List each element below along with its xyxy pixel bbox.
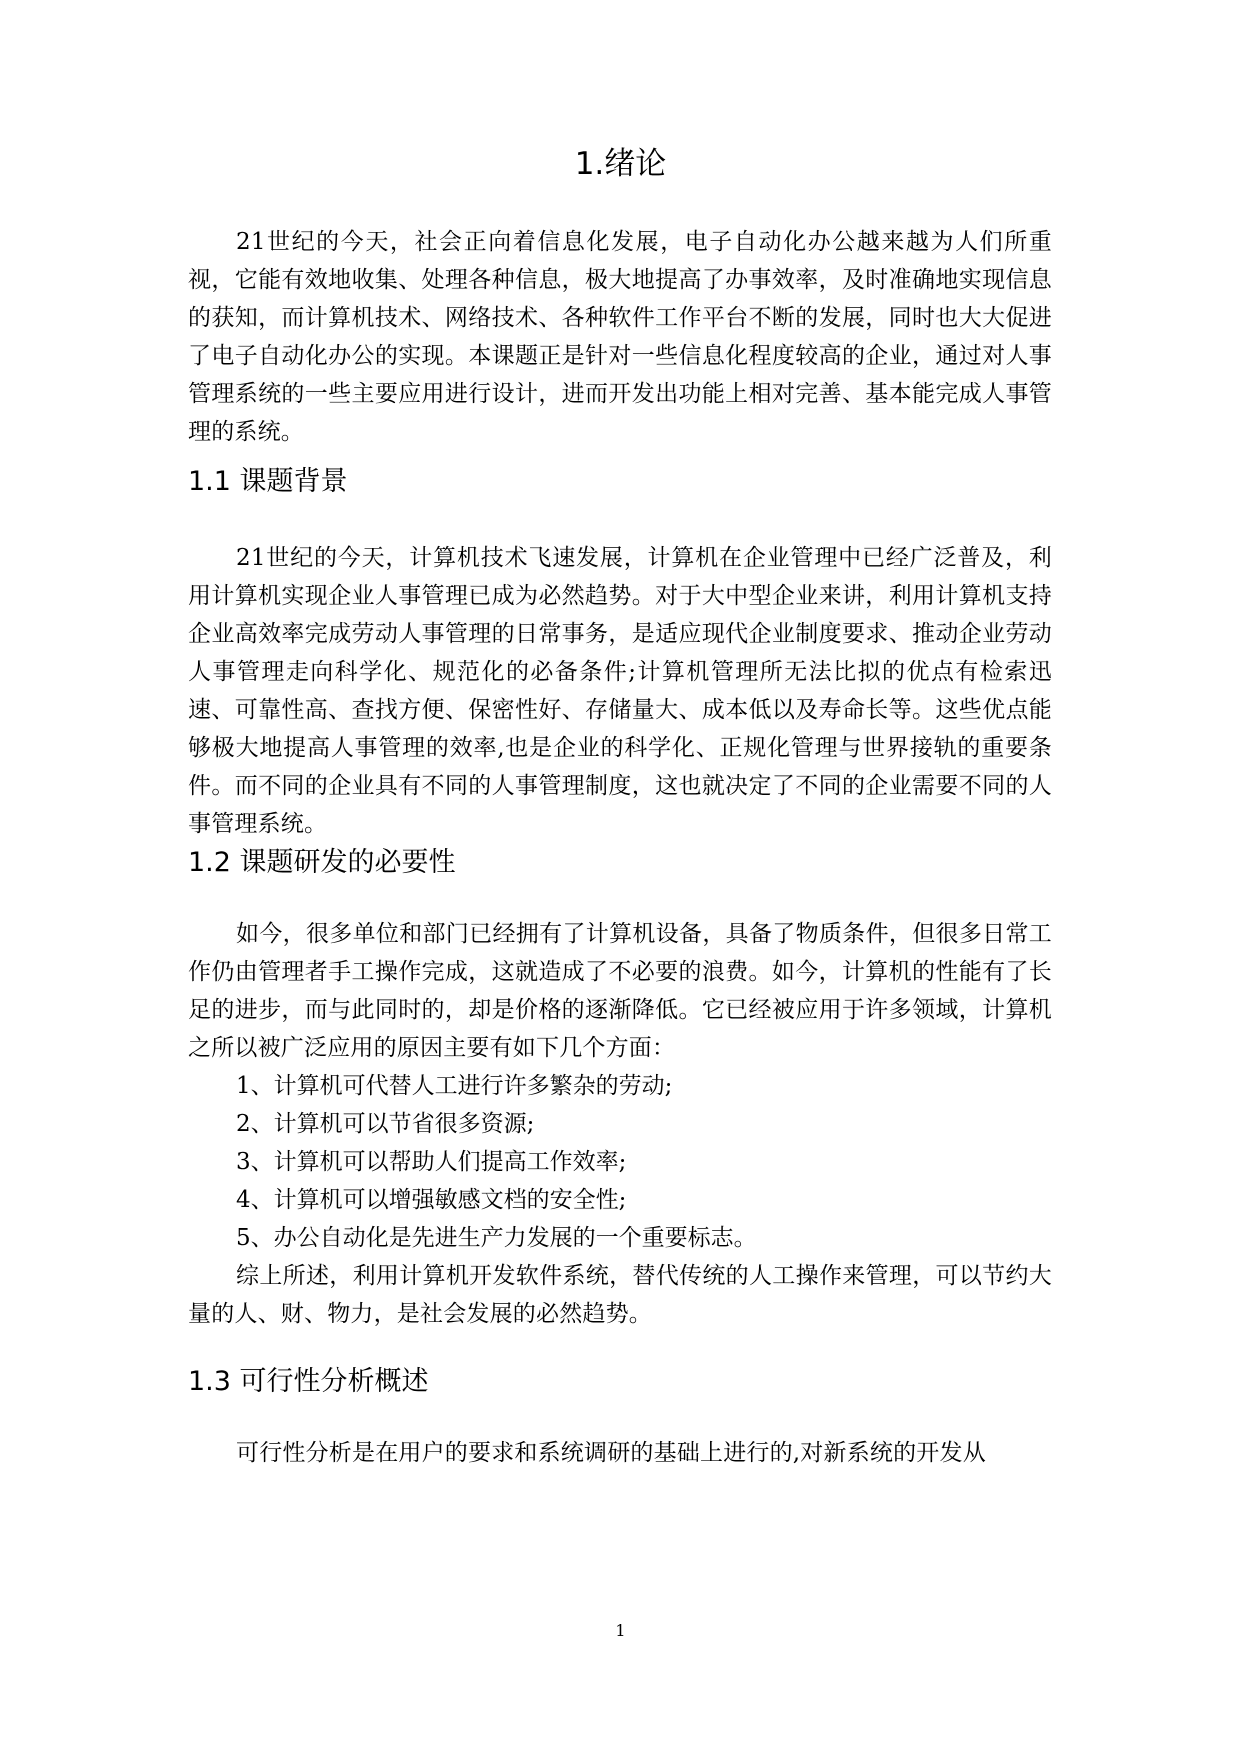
- list-item: 1、计算机可代替人工进行许多繁杂的劳动;: [236, 1073, 673, 1099]
- list-item: 5、办公自动化是先进生产力发展的一个重要标志。: [236, 1225, 757, 1251]
- section-heading-1-2: 1.2 课题研发的必要性: [188, 847, 456, 878]
- section-1-1-paragraph: 21世纪的今天，计算机技术飞速发展，计算机在企业管理中已经广泛普及，利用计算机实现企业人事管理已成为必然趋势。对于大中型企业来讲，利用计算机支持企业高效率完成劳动人事管理的日常事务，是适应现代企业制度要求、推动企业劳动人事管理走向科学化、规范化的必备条件;计算机管理所无法比拟的优点有检索迅速、可靠性高、查找方便、保密性好、存储量大、成本低以及寿命长等。这些优点能够极大地提高人事管理的效率,也是企业的科学化、正规化管理与世界接轨的重要条件。而不同的企业具有不同的人事管理制度，这也就决定了不同的企业需要不同的人事管理系统。: [188, 545, 1052, 837]
- list-item: 4、计算机可以增强敏感文档的安全性;: [236, 1187, 627, 1213]
- section-1-2-conclusion: 综上所述，利用计算机开发软件系统，替代传统的人工操作来管理，可以节约大量的人、财、物力，是社会发展的必然趋势。: [188, 1263, 1052, 1327]
- section-1-2-paragraph: 如今，很多单位和部门已经拥有了计算机设备，具备了物质条件，但很多日常工作仍由管理者手工操作完成，这就造成了不必要的浪费。如今，计算机的性能有了长足的进步，而与此同时的，却是价格的逐渐降低。它已经被应用于许多领域，计算机之所以被广泛应用的原因主要有如下几个方面：: [188, 921, 1052, 1061]
- intro-paragraph: 21世纪的今天，社会正向着信息化发展，电子自动化办公越来越为人们所重视，它能有效地收集、处理各种信息，极大地提高了办事效率，及时准确地实现信息的获知，而计算机技术、网络技术、各种软件工作平台不断的发展，同时也大大促进了电子自动化办公的实现。本课题正是针对一些信息化程度较高的企业，通过对人事管理系统的一些主要应用进行设计，进而开发出功能上相对完善、基本能完成人事管理的系统。: [188, 229, 1052, 445]
- list-item: 3、计算机可以帮助人们提高工作效率;: [236, 1149, 627, 1175]
- list-item: 2、计算机可以节省很多资源;: [236, 1111, 535, 1137]
- advantages-list: [236, 1067, 1052, 1257]
- page-number: 1: [615, 1621, 626, 1640]
- section-1-3-paragraph: 可行性分析是在用户的要求和系统调研的基础上进行的,对新系统的开发从: [236, 1440, 986, 1466]
- section-heading-1-3: 1.3 可行性分析概述: [188, 1366, 429, 1397]
- section-heading-1-1: 1.1 课题背景: [188, 466, 348, 497]
- chapter-title: 1.绪论: [574, 146, 667, 182]
